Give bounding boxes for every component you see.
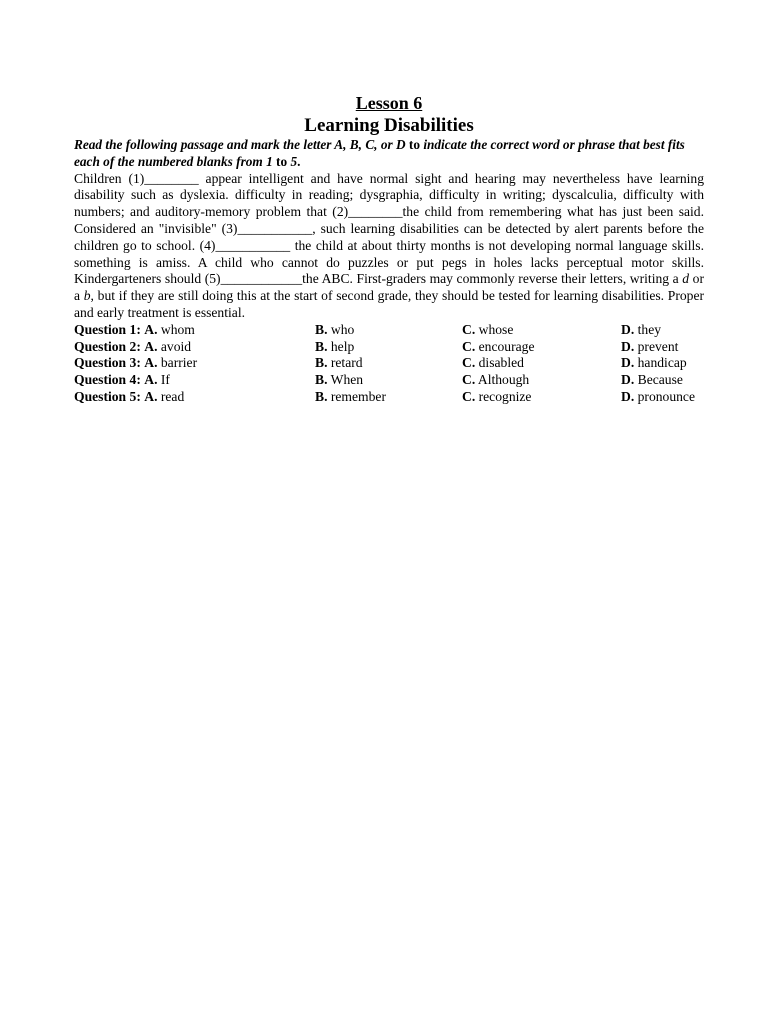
option-letter-b: B.	[315, 388, 328, 404]
option-letter-b: B.	[315, 372, 328, 388]
option-letter-c: C.	[462, 321, 476, 337]
lesson-number: Lesson 6	[355, 93, 423, 113]
option-a: whom	[160, 321, 195, 337]
option-a: barrier	[160, 355, 198, 371]
reading-passage	[74, 171, 704, 322]
option-a: avoid	[160, 338, 192, 354]
instruction-part-7: .	[297, 153, 301, 169]
passage-text-2: or a	[74, 271, 704, 304]
question-row	[74, 355, 706, 372]
passage-letter-d: d	[682, 271, 690, 287]
option-c: Although	[477, 372, 530, 388]
option-letter-a: A.	[144, 355, 158, 371]
option-letter-a: A.	[144, 388, 158, 404]
option-letter-b: B.	[315, 321, 328, 337]
instruction-part-6: 5	[290, 153, 298, 169]
option-letter-c: C.	[462, 355, 476, 371]
option-c: recognize	[478, 388, 532, 404]
option-c: disabled	[478, 355, 524, 371]
option-b: remember	[330, 388, 386, 404]
question-row	[74, 339, 706, 356]
option-b: who	[330, 321, 355, 337]
questions-table	[74, 322, 706, 406]
option-b: When	[330, 372, 364, 388]
passage-text-1: Children (1)________ appear intelligent and have normal sight and hearing may nevertheless have learning disability such as dyslexia. difficulty in reading; dysgraphia, difficulty in writing; dyscalculia, difficulty with numbers; and auditory-memory problem that (2)________the child from remembering what has just been said. Considered an "invisible" (3)___________, such learning disabilities can be detected by alert parents before the children go to school. (4)___________ the child at about thirty months is not developing normal language skills. something is amiss. A child who cannot do puzzles or put pegs in holes lacks perceptual motor skills. Kindergarteners should (5)____________the ABC. First-graders may commonly reverse their letters, writing a	[74, 170, 704, 287]
lesson-title: Learning Disabilities	[304, 115, 474, 136]
option-d: handicap	[637, 355, 687, 371]
option-letter-c: C.	[462, 338, 476, 354]
option-b: help	[330, 338, 355, 354]
option-c: encourage	[478, 338, 535, 354]
instruction-text	[74, 137, 704, 171]
option-letter-a: A.	[144, 338, 158, 354]
option-letter-c: C.	[462, 372, 476, 388]
instruction-part-4: 1	[266, 153, 273, 169]
passage-text-3: , but if they are still doing this at the start of second grade, they should be tested for learning disabilities. Proper and early treatment is essential.	[74, 288, 705, 320]
instruction-part-1: Read the following passage and mark the letter A, B, C, or D	[74, 137, 409, 152]
option-letter-d: D.	[621, 372, 635, 388]
option-letter-a: A.	[144, 321, 158, 337]
question-label: Question 3:	[74, 355, 141, 371]
question-row	[74, 372, 706, 389]
option-a: If	[160, 372, 170, 388]
option-c: whose	[478, 321, 514, 337]
option-d: pronounce	[637, 388, 696, 404]
option-letter-d: D.	[621, 355, 635, 371]
option-d: they	[637, 321, 662, 337]
lesson-content	[74, 92, 704, 406]
question-label: Question 2:	[74, 338, 141, 354]
option-d: Because	[637, 372, 683, 388]
instruction-part-3: indicate the correct word or phrase that best fits each of the numbered blanks from	[74, 137, 685, 169]
question-row	[74, 322, 706, 339]
option-letter-d: D.	[621, 338, 635, 354]
question-row	[74, 389, 706, 406]
question-label: Question 1:	[74, 321, 141, 337]
option-letter-d: D.	[621, 321, 635, 337]
question-label: Question 5:	[74, 388, 141, 404]
option-b: retard	[330, 355, 363, 371]
option-a: read	[160, 388, 185, 404]
option-d: prevent	[637, 338, 679, 354]
option-letter-a: A.	[144, 372, 158, 388]
option-letter-b: B.	[315, 355, 328, 371]
option-letter-c: C.	[462, 388, 476, 404]
instruction-part-5: to	[272, 153, 291, 169]
instruction-part-2: to	[408, 137, 420, 152]
option-letter-b: B.	[315, 338, 328, 354]
question-label: Question 4:	[74, 372, 141, 388]
passage-letter-b: b	[83, 288, 91, 304]
option-letter-d: D.	[621, 388, 635, 404]
